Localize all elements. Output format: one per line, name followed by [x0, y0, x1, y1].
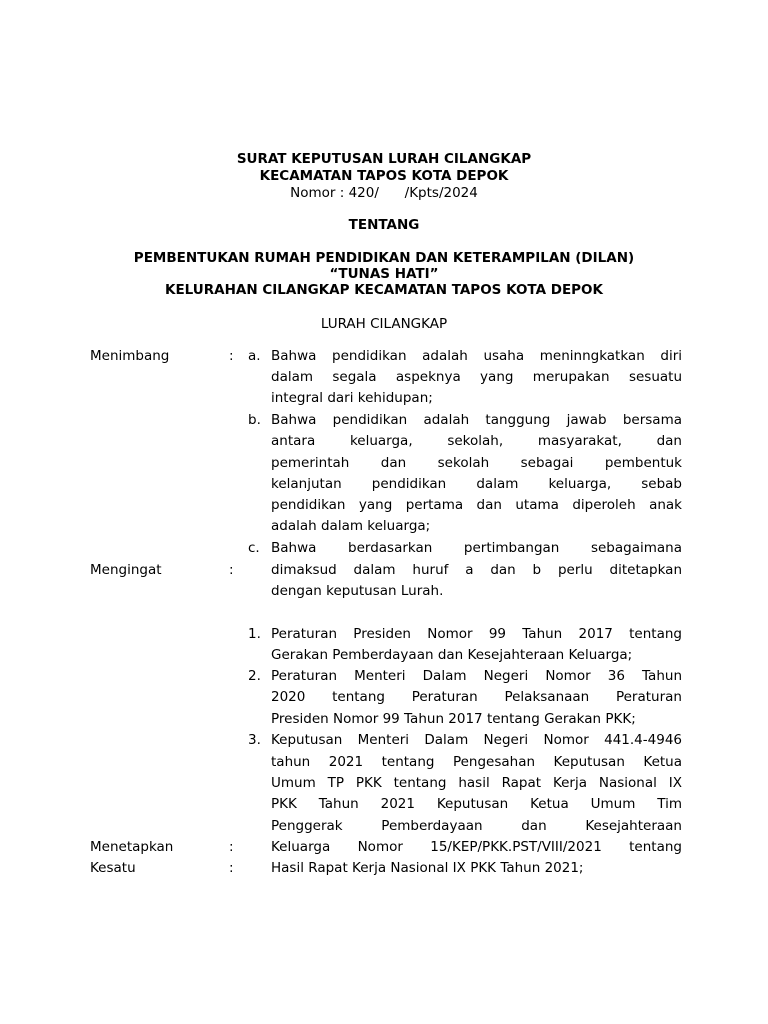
- colon: :: [229, 562, 234, 578]
- item-c-line: Bahwa berdasarkan pertimbangan sebagaimana: [271, 540, 682, 556]
- item-a-line: integral dari kehidupan;: [271, 390, 433, 406]
- tentang-heading: TENTANG: [348, 217, 420, 233]
- item-b-line: pemerintah dan sekolah sebagai pembentuk: [271, 455, 682, 471]
- item-2-line: Peraturan Menteri Dalam Negeri Nomor 36 Tahun: [271, 668, 682, 684]
- item-3-line: PKK Tahun 2021 Keputusan Ketua Umum Tim: [271, 796, 682, 812]
- subject-line-1: PEMBENTUKAN RUMAH PENDIDIKAN DAN KETERAMPILAN (DILAN): [133, 250, 635, 266]
- item-marker-c: c.: [248, 540, 260, 556]
- item-1-line: Gerakan Pemberdayaan dan Kesejahteraan Keluarga;: [271, 647, 633, 663]
- item-marker-3: 3.: [248, 732, 261, 748]
- item-a-line: dalam segala aspeknya yang merupakan sesuatu: [271, 369, 682, 385]
- subject-line-2: “TUNAS HATI”: [329, 266, 439, 282]
- item-3-line: tahun 2021 tentang Pengesahan Keputusan Ketua: [271, 754, 682, 770]
- item-2-line: Presiden Nomor 99 Tahun 2017 tentang Gerakan PKK;: [271, 711, 636, 727]
- colon: :: [229, 348, 234, 364]
- item-marker-b: b.: [248, 412, 261, 428]
- item-3-line: Umum TP PKK tentang hasil Rapat Kerja Nasional IX: [271, 775, 682, 791]
- label-menetapkan: Menetapkan: [90, 839, 174, 855]
- label-menimbang: Menimbang: [90, 348, 170, 364]
- item-marker-a: a.: [248, 348, 261, 364]
- item-a-line: Bahwa pendidikan adalah usaha meninngkatkan diri: [271, 348, 682, 364]
- label-kesatu: Kesatu: [90, 860, 136, 876]
- item-1-line: Peraturan Presiden Nomor 99 Tahun 2017 tentang: [271, 626, 682, 642]
- item-b-line: antara keluarga, sekolah, masyarakat, dan: [271, 433, 682, 449]
- label-mengingat: Mengingat: [90, 562, 162, 578]
- item-marker-1: 1.: [248, 626, 261, 642]
- item-marker-2: 2.: [248, 668, 261, 684]
- colon: :: [229, 839, 234, 855]
- document-title-line-1: SURAT KEPUTUSAN LURAH CILANGKAP: [236, 151, 532, 167]
- document-number: Nomor : 420/ /Kpts/2024: [290, 185, 478, 201]
- document-title-line-2: KECAMATAN TAPOS KOTA DEPOK: [259, 168, 509, 184]
- item-2-line: 2020 tentang Peraturan Pelaksanaan Peraturan: [271, 689, 682, 705]
- item-b-line: adalah dalam keluarga;: [271, 518, 431, 534]
- official-title: LURAH CILANGKAP: [320, 316, 448, 332]
- item-3-line: Keputusan Menteri Dalam Negeri Nomor 441.4-4946: [271, 732, 682, 748]
- item-c-line: dimaksud dalam huruf a dan b perlu ditetapkan: [271, 562, 682, 578]
- item-3-line: Keluarga Nomor 15/KEP/PKK.PST/VIII/2021 tentang: [271, 839, 682, 855]
- subject-line-3: KELURAHAN CILANGKAP KECAMATAN TAPOS KOTA DEPOK: [165, 282, 603, 298]
- item-b-line: kelanjutan pendidikan dalam keluarga, sebab: [271, 476, 682, 492]
- item-3-line: Penggerak Pemberdayaan dan Kesejahteraan: [271, 818, 682, 834]
- item-b-line: Bahwa pendidikan adalah tanggung jawab bersama: [271, 412, 682, 428]
- item-3-line: Hasil Rapat Kerja Nasional IX PKK Tahun 2021;: [271, 860, 584, 876]
- colon: :: [229, 860, 234, 876]
- item-b-line: pendidikan yang pertama dan utama diperoleh anak: [271, 497, 682, 513]
- item-c-line: dengan keputusan Lurah.: [271, 583, 444, 599]
